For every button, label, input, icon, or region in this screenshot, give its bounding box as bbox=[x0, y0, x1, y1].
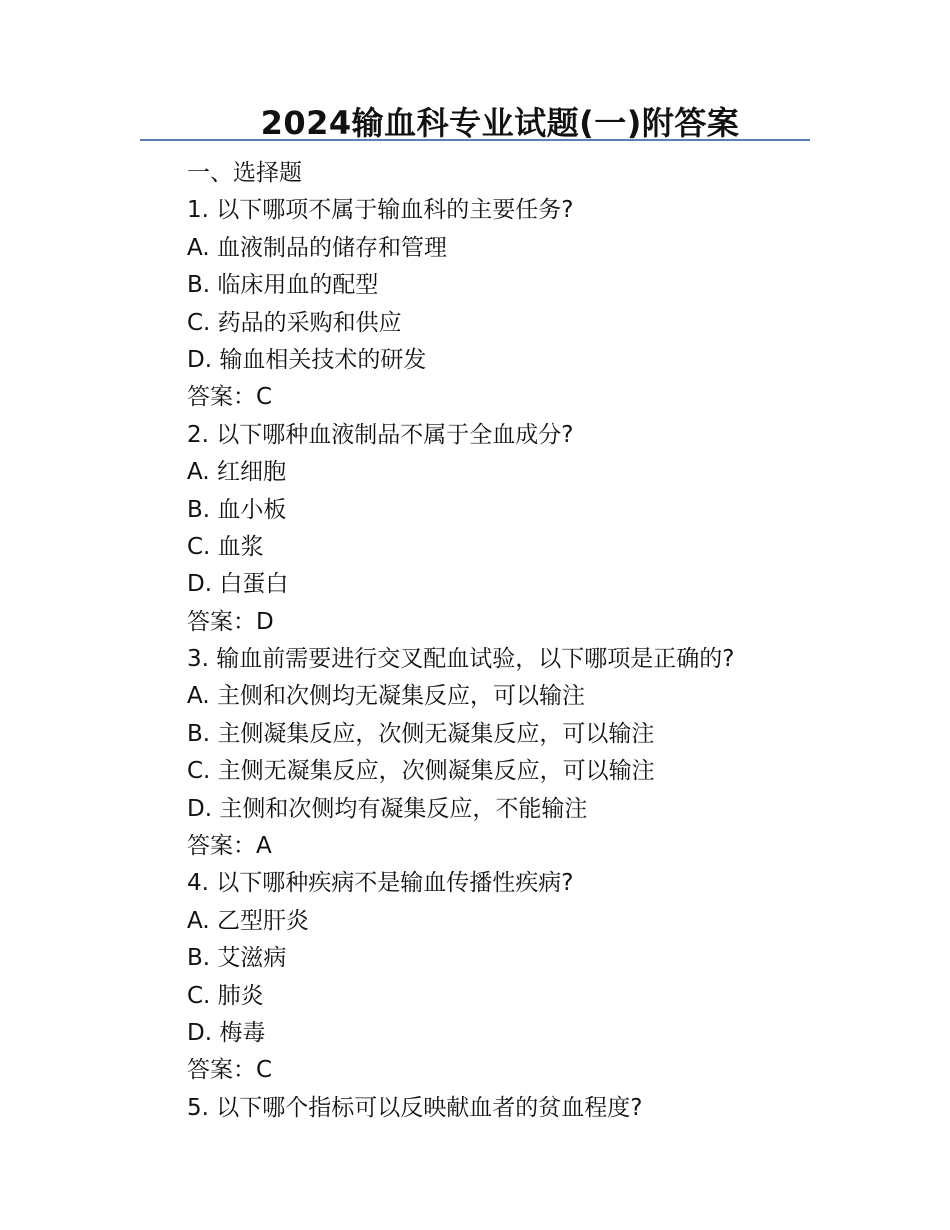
question-4: 4. 以下哪种疾病不是输血传播性疾病? bbox=[187, 870, 574, 897]
title-underline bbox=[140, 139, 810, 141]
question-3-option-c: C. 主侧无凝集反应，次侧凝集反应，可以输注 bbox=[187, 758, 655, 785]
question-3-option-a: A. 主侧和次侧均无凝集反应，可以输注 bbox=[187, 683, 585, 710]
question-3: 3. 输血前需要进行交叉配血试验，以下哪项是正确的? bbox=[187, 646, 735, 673]
question-1-option-b: B. 临床用血的配型 bbox=[187, 272, 379, 299]
question-4-option-a: A. 乙型肝炎 bbox=[187, 907, 309, 934]
question-2-option-a: A. 红细胞 bbox=[187, 459, 286, 486]
question-2-answer: 答案：D bbox=[187, 608, 274, 635]
question-3-answer: 答案：A bbox=[187, 833, 272, 860]
question-1: 1. 以下哪项不属于输血科的主要任务? bbox=[187, 197, 574, 224]
question-2-option-c: C. 血浆 bbox=[187, 533, 264, 560]
document-body bbox=[187, 155, 734, 1127]
section-heading: 一、选择题 bbox=[187, 160, 302, 186]
question-1-option-a: A. 血液制品的储存和管理 bbox=[187, 234, 447, 261]
question-4-option-c: C. 肺炎 bbox=[187, 982, 264, 1009]
question-2: 2. 以下哪种血液制品不属于全血成分? bbox=[187, 421, 574, 448]
question-2-option-d: D. 白蛋白 bbox=[187, 571, 289, 598]
question-5: 5. 以下哪个指标可以反映献血者的贫血程度? bbox=[187, 1094, 643, 1121]
question-1-answer: 答案：C bbox=[187, 384, 273, 411]
question-4-option-b: B. 艾滋病 bbox=[187, 945, 287, 972]
document-title: 2024输血科专业试题(一)附答案 bbox=[260, 104, 740, 142]
question-1-option-d: D. 输血相关技术的研发 bbox=[187, 346, 427, 373]
question-1-option-c: C. 药品的采购和供应 bbox=[187, 309, 402, 336]
question-4-answer: 答案：C bbox=[187, 1057, 273, 1084]
question-4-option-d: D. 梅毒 bbox=[187, 1019, 266, 1046]
question-3-option-b: B. 主侧凝集反应，次侧无凝集反应，可以输注 bbox=[187, 720, 655, 747]
question-3-option-d: D. 主侧和次侧均有凝集反应，不能输注 bbox=[187, 795, 588, 822]
question-2-option-b: B. 血小板 bbox=[187, 496, 287, 523]
